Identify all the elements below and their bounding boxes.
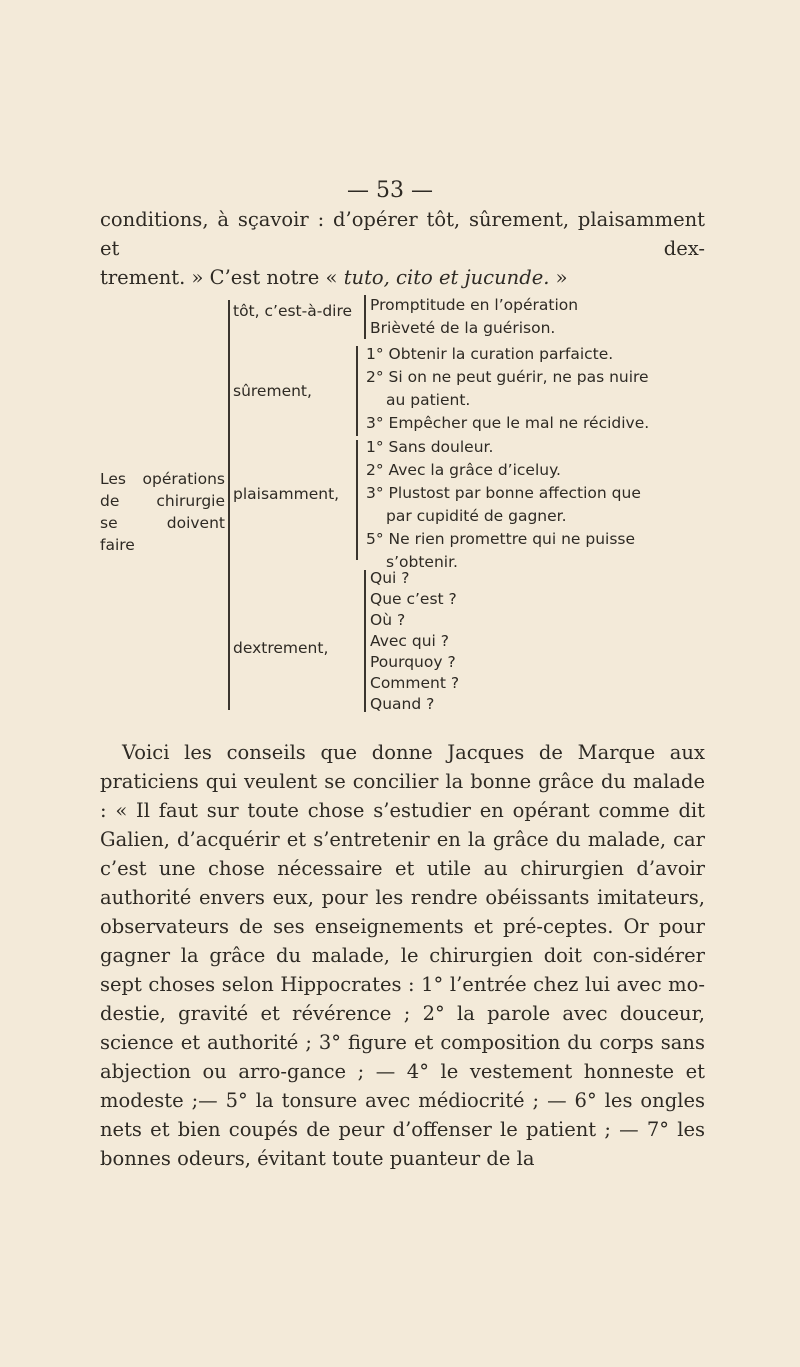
branch-item: Comment ?: [370, 674, 460, 692]
branch-item: Où ?: [370, 611, 406, 629]
brace-surement: [356, 346, 358, 436]
main-brace: [228, 300, 230, 710]
table-root: [100, 468, 225, 556]
brace-plaisamment: [356, 440, 358, 560]
body-paragraph: [100, 738, 705, 1173]
branch-item: par cupidité de gagner.: [386, 507, 567, 525]
branch-item: Que c’est ?: [370, 590, 457, 608]
intro-line-2-end: »: [549, 266, 568, 289]
body-text: Voici les conseils que donne Jacques de Marque aux praticiens qui veulent se concilier la bonne grâce du malade : « Il faut sur toute chose s’estudier en opérant comme dit Galien, d’acquérir et s’entretenir en la grâce du malade, car c’est une chose nécessaire et utile au chirurgien d’avoir authorité envers eux, pour les rendre obéissants imitateurs, observateurs de ses enseignements et pré-ceptes. Or pour gagner la grâce du malade, le chirurgien doit con-sidérer sept choses selon Hippocrates : 1° l’entrée chez lui avec mo-destie, gravité et révérence ; 2° la parole avec douceur, science et authorité ; 3° figure et composition du corps sans abjection ou arro-gance ; — 4° le vestement honneste et modeste ;— 5° la tonsure avec médiocrité ; — 6° les ongles nets et bien coupés de peur d’offenser le patient ; — 7° les bonnes odeurs, évitant toute puanteur de la: [100, 741, 705, 1170]
branch-item: 5° Ne rien promettre qui ne puisse: [366, 530, 636, 548]
branch-label-tot: tôt, c’est-à-dire: [233, 302, 353, 320]
branch-item: 3° Empêcher que le mal ne récidive.: [366, 414, 650, 432]
intro-line-1: conditions, à sçavoir : d’opérer tôt, sûrement, plaisamment et dex-: [100, 208, 705, 260]
branch-item: Brièveté de la guérison.: [370, 319, 556, 337]
branch-item: 2° Avec la grâce d’iceluy.: [366, 461, 561, 479]
brace-tot: [364, 295, 366, 339]
root-line: se doivent: [100, 514, 225, 532]
branch-item: 1° Obtenir la curation parfaicte.: [366, 345, 614, 363]
intro-paragraph: [100, 205, 705, 292]
branch-item: Quand ?: [370, 695, 435, 713]
brace-dextrement: [364, 570, 366, 712]
branch-label-surement: sûrement,: [233, 382, 312, 400]
latin-motto: tuto, cito et jucunde.: [343, 266, 550, 289]
branch-label-plaisamment: plaisamment,: [233, 485, 340, 503]
branch-item: Pourquoy ?: [370, 653, 456, 671]
branch-item: Promptitude en l’opération: [370, 296, 579, 314]
branch-item: Qui ?: [370, 569, 410, 587]
root-line: Les opérations: [100, 470, 225, 488]
root-line: de chirurgie: [100, 492, 225, 510]
branch-item: 2° Si on ne peut guérir, ne pas nuire: [366, 368, 649, 386]
branch-item: 3° Plustost par bonne affection que: [366, 484, 641, 502]
branch-item: 1° Sans douleur.: [366, 438, 494, 456]
root-line: faire: [100, 536, 135, 554]
branch-item: s’obtenir.: [386, 553, 458, 571]
branch-item: Avec qui ?: [370, 632, 449, 650]
page-number: — 53 —: [347, 178, 433, 203]
intro-line-2-start: trement. » C’est notre «: [100, 266, 344, 289]
branch-item: au patient.: [386, 391, 471, 409]
intro-line-2: [100, 263, 705, 292]
branch-label-dextrement: dextrement,: [233, 639, 329, 657]
